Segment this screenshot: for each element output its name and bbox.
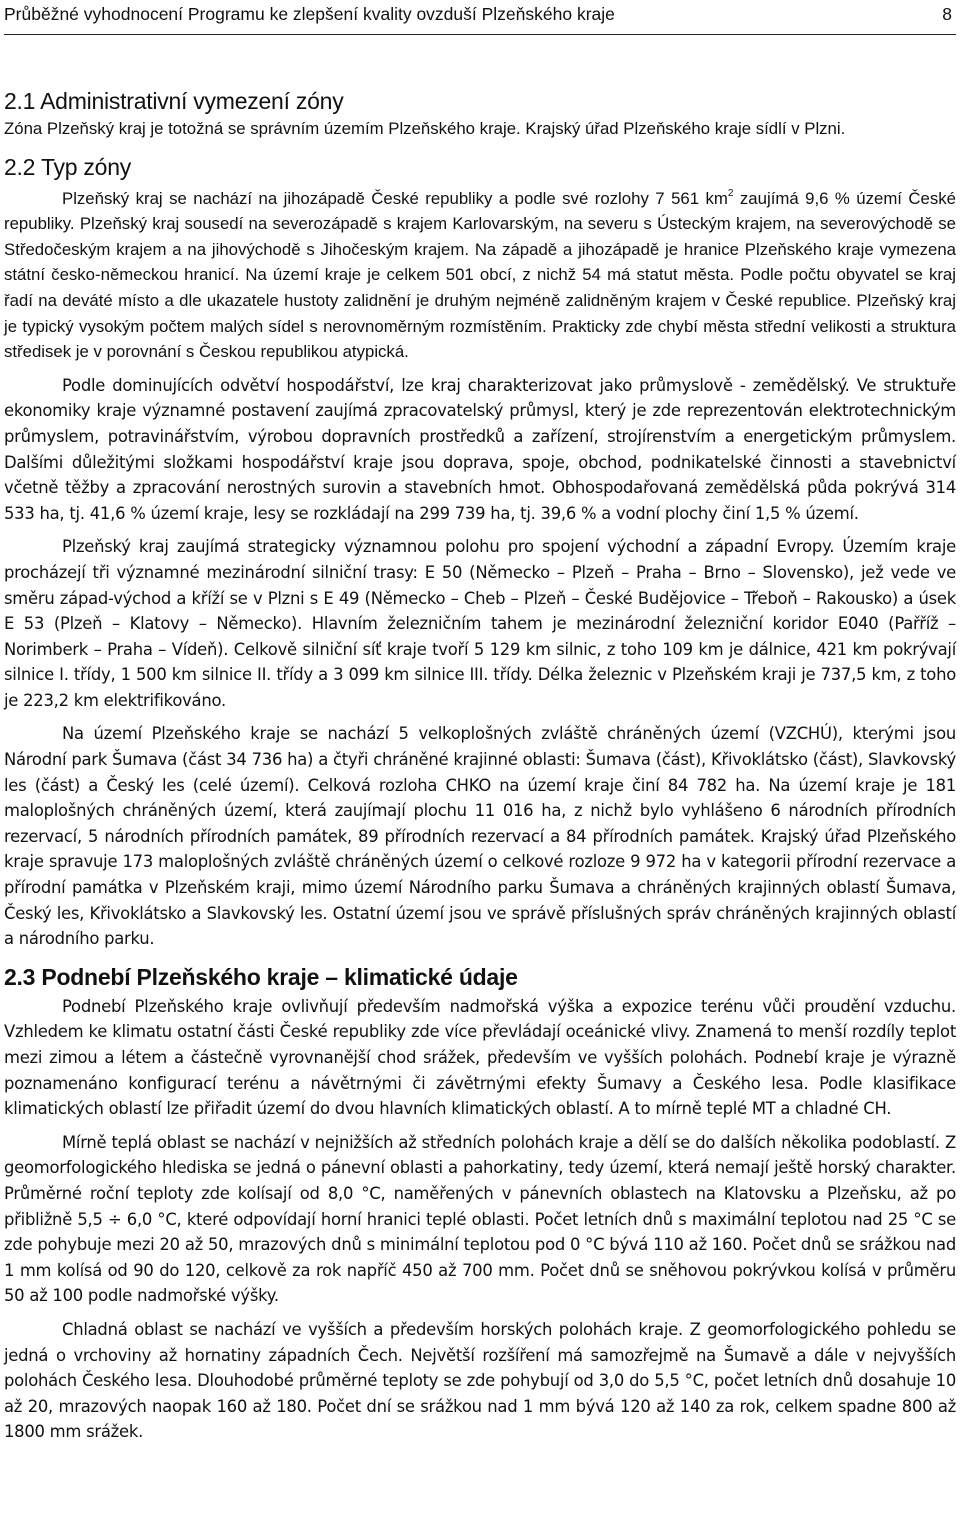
document-title: Průběžné vyhodnocení Programu ke zlepšení kvality ovzduší Plzeňského kraje [4, 4, 615, 24]
section-2-2-paragraph-2: Podle dominujících odvětví hospodářství, lze kraj charakterizovat jako průmyslově - zemědělský. Ve struktuře ekonomiky kraje významné postavení zaujímá zpracovatelský průmysl, který je zde reprezentován elektrotechnickým průmyslem, potravinářstvím, výrobou dopravních prostředků a zařízení, strojírenstvím a energetickým průmyslem. Dalšími důležitými složkami hospodářství kraje jsou doprava, spoje, obchod, podnikatelské činnosti a stavebnictví včetně těžby a zpracování nerostných surovin a stavebních hmot. Obhospodařovaná zemědělská půda pokrývá 314 533 ha, tj. 41,6 % území kraje, lesy se rozkládají na 299 739 ha, tj. 39,6 % a vodní plochy činí 1,5 % území. [4, 375, 956, 523]
section-heading-2-2: 2.2 Typ zóny [4, 153, 131, 180]
section-2-2-paragraph-3: Plzeňský kraj zaujímá strategicky významnou polohu pro spojení východní a západní Evropy. Územím kraje procházejí tři významné mezinárodní silniční trasy: E 50 (Německo – Plzeň – Praha – Brno – Slovensko), jež vede ve směru západ-východ a kříží se v Plzni s E 49 (Německo – Cheb – Plzeň – České Budějovice – Třeboň – Rakousko) a úsek E 53 (Plzeň – Klatovy – Německo). Hlavním železničním tahem je mezinárodní železniční koridor E040 (Pařříž – Norimberk – Praha – Vídeň). Celkově silniční síť kraje tvoří 5 129 km silnic, z toho 109 km je dálnice, 421 km pokrývají silnice I. třídy, 1 500 km silnice II. třídy a 3 099 km silnice III. třídy. Délka železnic v Plzeňském kraji je 737,5 km, z toho je 223,2 km elektrifikováno. [4, 537, 956, 710]
section-2-2-paragraph-4: Na území Plzeňského kraje se nachází 5 velkoplošných zvláště chráněných území (VZCHÚ), kterými jsou Národní park Šumava (část 34 736 ha) a čtyři chráněné krajinné oblasti: Šumava (část), Křivoklátsko (část), Slavkovský les (část) a Český les (celé území). Celková rozloha CHKO na území kraje činí 84 782 ha. Na území kraje je 181 maloplošných chráněných území, která zaujímají plochu 11 016 ha, z nichž bylo vyhlášeno 6 národních přírodních rezervací, 5 národních přírodních památek, 89 přírodních rezervací a 84 přírodních památek. Krajský úřad Plzeňského kraje spravuje 173 maloplošných zvláště chráněných území o celkové rozloze 9 972 ha v kategorii přírodní rezervace a přírodní památka v Plzeňském kraji, mimo území Národního parku Šumava a chráněných krajinných oblastí Šumava, Český les, Křivoklátsko a Slavkovský les. Ostatní území jsou ve správě příslušných správ chráněných krajinných oblastí a národního parku. [4, 724, 956, 949]
section-2-3-paragraph-1: Podnebí Plzeňského kraje ovlivňují především nadmořská výška a expozice terénu vůči proudění vzduchu. Vzhledem ke klimatu ostatní části České republiky zde více převládají oceánické vlivy. Znamená to menší rozdíly teplot mezi zimou a létem a částečně vyrovnanější chod srážek, především ve vyšších polohách. Podnebí kraje je výrazně poznamenáno konfigurací terénu a návětrnými či závětrnými efekty Šumavy a Českého lesa. Podle klasifikace klimatických oblastí lze přiřadit území do dvou hlavních klimatických oblastí. A to mírně teplé MT a chladné CH. [4, 996, 956, 1119]
superscript: 2 [727, 187, 734, 199]
section-2-1-text: Zóna Plzeňský kraj je totožná se správním územím Plzeňského kraje. Krajský úřad Plzeňského kraje sídlí v Plzni. [4, 119, 846, 138]
section-2-3-paragraph-3: Chladná oblast se nachází ve vyšších a především horských polohách kraje. Z geomorfologického pohledu se jedná o vrchoviny až hornatiny západních Čech. Největší rozšíření má samozřejmě na Šumavě a dále v nejvyšších polohách Českého lesa. Dlouhodobé průměrné teploty se zde pohybují od 3,0 do 5,5 °C, počet letních dnů dosahuje 10 až 20, mrazových naopak 160 až 180. Počet dní se srážkou nad 1 mm bývá 120 až 140 za rok, celkem spadne 800 až 1800 mm srážek. [4, 1319, 956, 1442]
section-heading-2-3: 2.3 Podnebí Plzeňského kraje – klimatické údaje [4, 963, 518, 990]
page-header [4, 0, 956, 35]
section-2-3-paragraph-2: Mírně teplá oblast se nachází v nejnižších až středních polohách kraje a dělí se do dalších několika podoblastí. Z geomorfologického hlediska se jedná o pánevní oblasti a pahorkatiny, tedy území, která nemají ještě horský charakter. Průměrné roční teploty zde kolísají od 8,0 °C, naměřených v pánevních oblastech na Klatovsku a Plzeňsku, až po přibližně 5,5 ÷ 6,0 °C, které odpovídají horní hranici teplé oblasti. Počet letních dnů s maximální teplotou nad 25 °C se zde pohybuje mezi 20 až 50, mrazových dnů s minimální teplotou pod 0 °C bývá 110 až 160. Počet dnů se srážkou nad 1 mm kolísá od 90 do 120, celkově za rok napříč 450 až 700 mm. Počet dnů se sněhovou pokrývkou kolísá v průměru 50 až 100 podle nadmořské výšky. [4, 1132, 956, 1306]
page-number: 8 [942, 4, 952, 24]
section-2-2-paragraph-1: Plzeňský kraj se nachází na jihozápadě České republiky a podle své rozlohy 7 561 $km^2$ zaujímá 9,6 % území České republiky. Plzeňský kraj sousedí na severozápadě s krajem Karlovarským, na severu s Ústeckým krajem, na severovýchodě se Středočeským krajem a na jihovýchodě s Jihočeským krajem. Na západě a jihozápadě je hranice Plzeňského kraje vymezena státní česko-německou hranicí. Na území kraje je celkem 501 obcí, z nichž 54 má statut města. Podle počtu obyvatel se kraj řadí na deváté místo a dle ukazatele hustoty zalidnění je druhým nejméně zalidněným krajem v České republice. Plzeňský kraj je typický vysokým počtem malých sídel s nerovnoměrným rozmístěním. Prakticky zde chybí města střední velikosti a struktura středisek je v porovnání s Českou republikou atypická. [4, 187, 956, 362]
section-heading-2-1: 2.1 Administrativní vymezení zóny [4, 88, 344, 114]
document-body [4, 86, 956, 1445]
